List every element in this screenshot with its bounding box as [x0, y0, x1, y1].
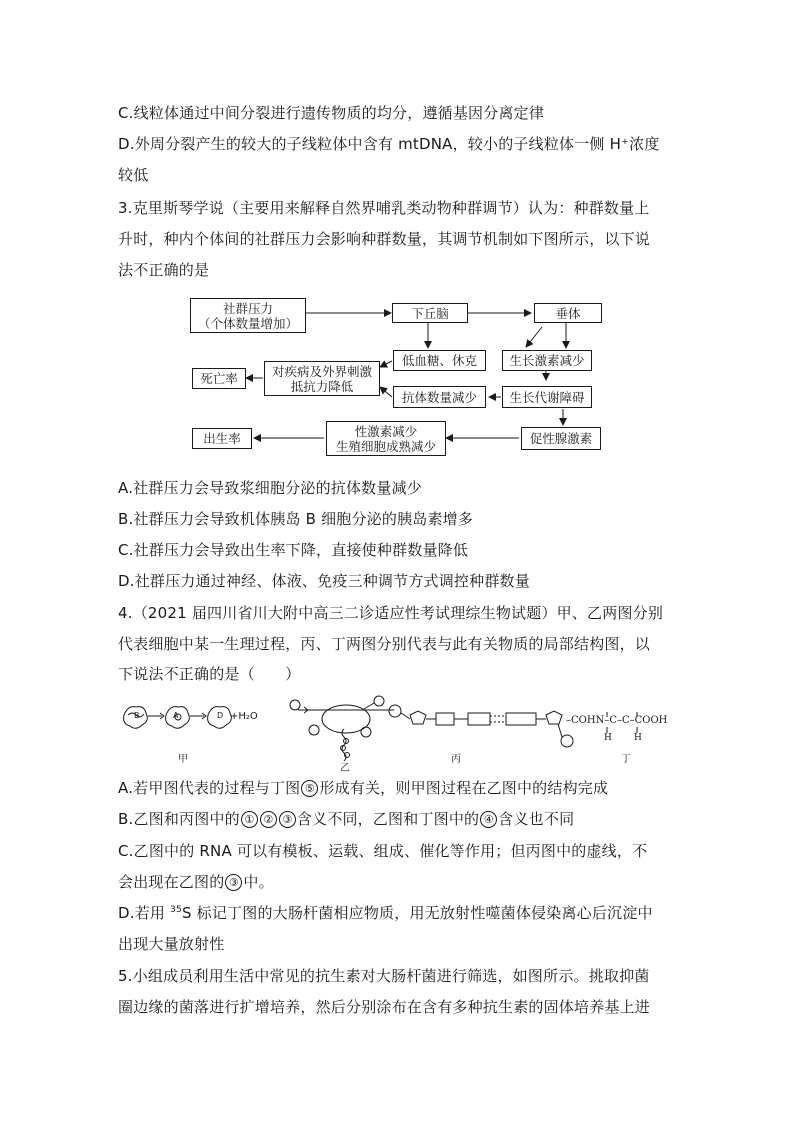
q3-option-b: B.社群压力会导致机体胰岛 B 细胞分泌的胰岛素增多	[118, 510, 474, 528]
ding-formula: –COHN–C–C–COOH	[566, 715, 668, 726]
q4-option-a-part1: A.若甲图代表的过程与丁图	[118, 779, 301, 797]
q3-option-d: D.社群压力通过神经、体液、免疫三种调节方式调控种群数量	[118, 572, 530, 590]
q4-option-d-part1: D.若用	[118, 904, 171, 922]
sex-hormone-label-2: 生殖细胞成熟减少	[335, 438, 436, 454]
q4-option-b-part2: 含义不同，乙图和丁图中的	[296, 810, 480, 828]
q3-option-c: C.社群压力会导致出生率下降，直接使种群数量降低	[118, 541, 469, 559]
circled-number: ③	[279, 811, 296, 828]
resistance-label-2: 抵抗力降低	[290, 378, 354, 394]
circled-number: ⑤	[301, 780, 318, 797]
hypothalamus-box: 下丘脑	[392, 303, 468, 323]
gonadotropin-box: 促性腺激素	[521, 427, 601, 450]
figure-yi-label: 乙	[340, 763, 350, 774]
individual-increase-label: （个体数量增加）	[197, 315, 298, 331]
figure-ding-label: 丁	[621, 754, 631, 765]
q3-option-a: A.社群压力会导致浆细胞分泌的抗体数量减少	[118, 479, 422, 497]
enzyme-d-label: D	[217, 711, 224, 720]
regulation-flowchart	[190, 297, 610, 459]
option-d-mito-cont: 较低	[118, 166, 149, 184]
q4-option-c-part1: 会出现在乙图的	[118, 873, 225, 891]
question-3-line3: 法不正确的是	[118, 261, 210, 279]
ding-h-right: H	[634, 733, 642, 743]
circled-number: ②	[260, 811, 277, 828]
q4-option-c-cont	[118, 872, 274, 892]
death-rate-box: 死亡率	[192, 368, 246, 389]
question-5-line2: 圈边缘的菌落进行扩增培养，然后分别涂布在含有多种抗生素的固体培养基上进	[118, 998, 651, 1016]
question-4-figures	[118, 693, 678, 774]
option-d-mito: D.外周分裂产生的较大的子线粒体中含有 mtDNA，较小的子线粒体一侧 H⁺浓度	[118, 135, 660, 153]
resistance-label-1: 对疾病及外界刺激	[271, 363, 372, 379]
antibody-decrease-box: 抗体数量减少	[393, 386, 486, 408]
question-4-line1: 4.（2021 届四川省川大附中高三二诊适应性考试理综生物试题）甲、乙两图分别	[118, 604, 664, 622]
sex-hormone-box	[326, 421, 446, 456]
pituitary-box: 垂体	[534, 303, 602, 323]
question-5-line1: 5.小组成员利用生活中常见的抗生素对大肠杆菌进行筛选，如图所示。挑取抑菌	[118, 967, 650, 985]
figure-drawings	[118, 693, 678, 771]
option-c-mito: C.线粒体通过中间分裂进行遗传物质的均分，遵循基因分离定律	[118, 104, 545, 122]
q4-option-d-part2: S 标记丁图的大肠杆菌相应物质，用无放射性噬菌体侵染离心后沉淀中	[181, 904, 653, 922]
question-4-line2: 代表细胞中某一生理过程，丙、丁两图分别代表与此有关物质的局部结构图，以	[118, 635, 651, 653]
q4-option-b	[118, 809, 574, 829]
social-stress-label: 社群压力	[222, 300, 273, 316]
enzyme-a-label: A	[173, 711, 179, 720]
q4-option-a	[118, 778, 608, 798]
isotope-superscript: 35	[170, 905, 182, 915]
birth-rate-box: 出生率	[192, 428, 252, 449]
q4-option-c: C.乙图中的 RNA 可以有模板、运载、组成、催化等作用；但丙图中的虚线，不	[118, 842, 648, 860]
q4-option-a-part2: 形成有关，则甲图过程在乙图中的结构完成	[319, 779, 609, 797]
q4-option-d	[118, 903, 653, 923]
hypoglycemia-box: 低血糖、休克	[393, 350, 486, 371]
metabolism-box: 生长代谢障碍	[502, 386, 592, 408]
figure-bing-label: 丙	[451, 754, 461, 765]
figure-jia-label: 甲	[178, 754, 188, 765]
circled-number: ③	[225, 874, 242, 891]
q4-option-d-cont: 出现大量放射性	[118, 935, 225, 953]
ding-h-left: H	[604, 733, 612, 743]
gh-decrease-box: 生长激素减少	[502, 350, 592, 371]
question-3-line1: 3.克里斯琴学说（主要用来解释自然界哺乳类动物种群调节）认为：种群数量上	[118, 199, 650, 217]
enzyme-b-label: B	[134, 711, 140, 720]
q4-option-b-part1: B.乙图和丙图中的	[118, 810, 240, 828]
social-stress-box	[190, 298, 306, 333]
circled-number: ①	[241, 811, 258, 828]
circled-number: ④	[480, 811, 497, 828]
q4-option-c-part2: 中。	[243, 873, 274, 891]
water-label: +H₂O	[230, 711, 258, 722]
resistance-box	[264, 361, 380, 396]
question-4-line3: 下说法不正确的是（ ）	[118, 665, 301, 683]
q4-option-b-part3: 含义也不同	[498, 810, 575, 828]
sex-hormone-label-1: 性激素减少	[354, 423, 418, 439]
question-3-line2: 升时，种内个体间的社群压力会影响种群数量，其调节机制如下图所示，以下说	[118, 230, 651, 248]
